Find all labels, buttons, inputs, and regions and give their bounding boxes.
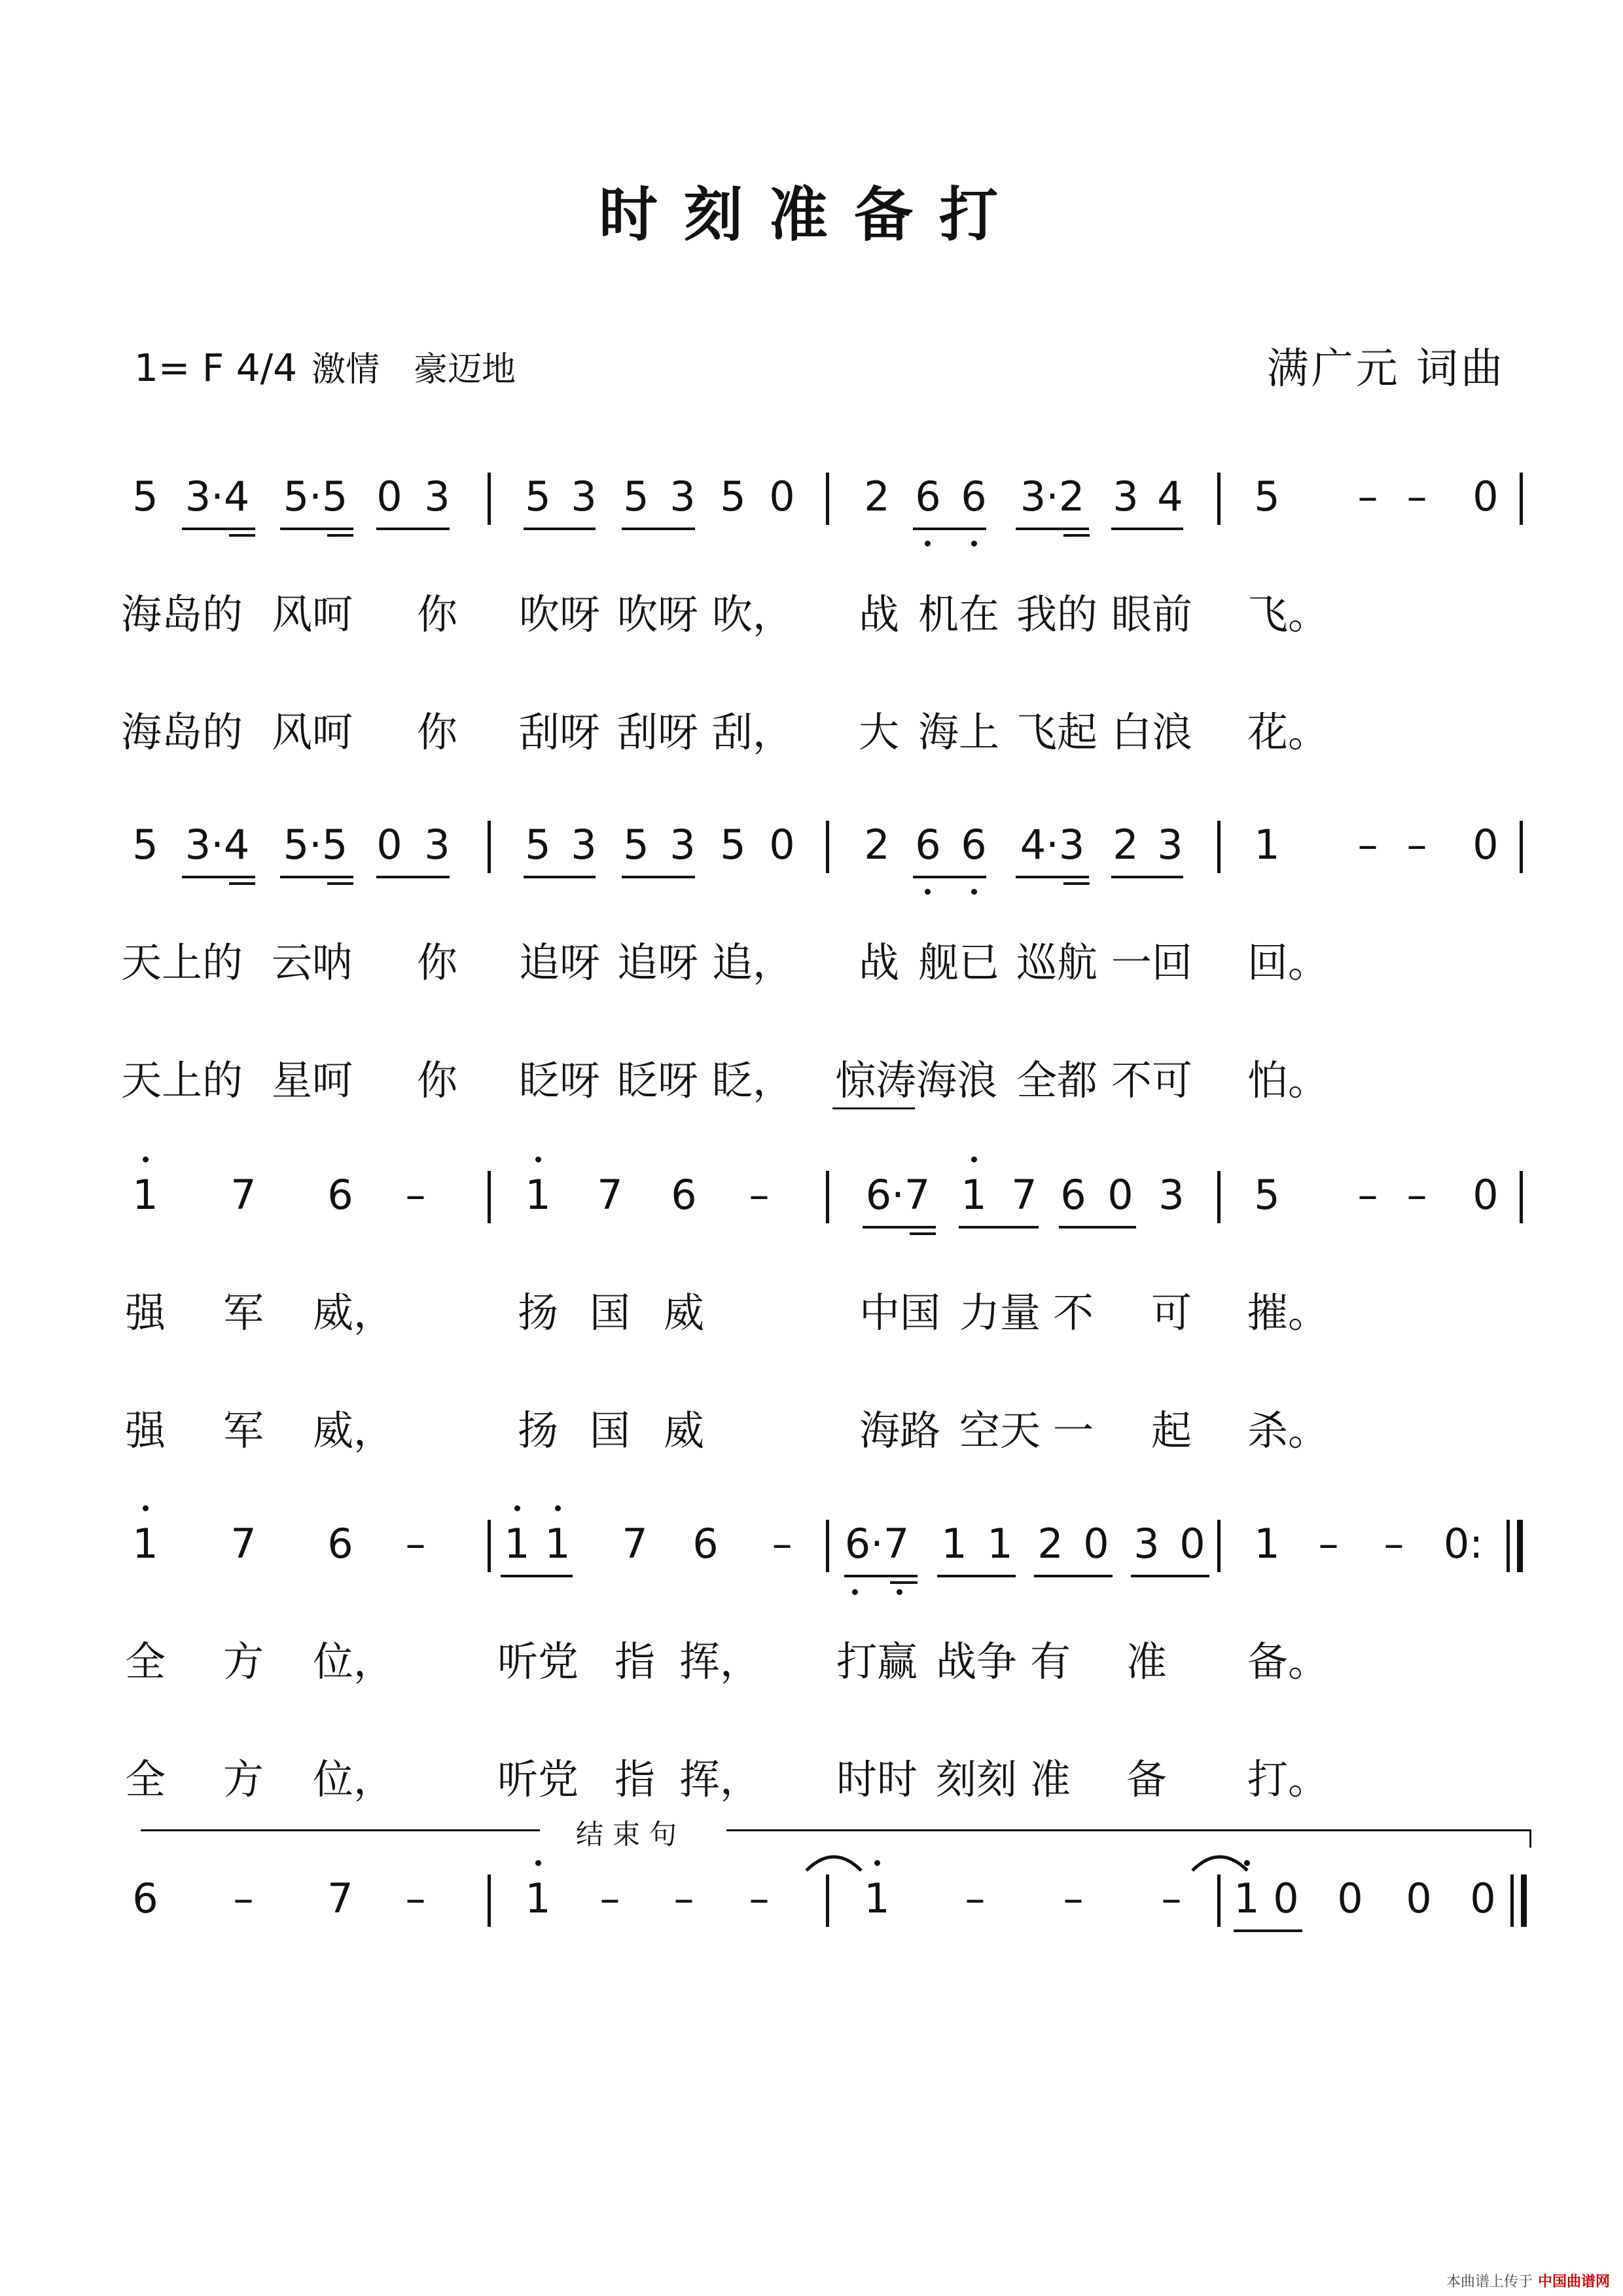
high-octave-dot xyxy=(874,1860,880,1866)
note: 1 xyxy=(525,1874,551,1922)
note: 1 xyxy=(525,1171,551,1219)
lyric: 舰已 xyxy=(918,939,1000,986)
lyric: 中国 xyxy=(859,1289,941,1336)
note: – xyxy=(1357,473,1378,520)
lyric-underline xyxy=(832,1107,915,1109)
lyric: 挥， xyxy=(679,1755,761,1803)
lyric: 眨呀 xyxy=(616,1056,699,1104)
note: 6 xyxy=(327,1171,353,1219)
lyric: 白浪 xyxy=(1111,708,1193,756)
underline xyxy=(182,876,255,878)
note: 1 xyxy=(1254,1520,1280,1568)
lyric: 位， xyxy=(312,1638,395,1685)
barline xyxy=(1217,821,1221,873)
site-logo: 中国曲谱网 xyxy=(1537,2274,1610,2290)
lyric: 眼前 xyxy=(1111,590,1193,638)
lyric: 我的 xyxy=(1016,590,1098,638)
note: 2 xyxy=(1037,1520,1063,1568)
underline xyxy=(1016,528,1089,530)
underline xyxy=(1234,1929,1302,1932)
high-octave-dot xyxy=(535,1157,541,1162)
lyric: 海路 xyxy=(859,1407,941,1454)
barline xyxy=(826,821,829,873)
lyric: 扬 xyxy=(517,1289,559,1336)
notation-line-5 xyxy=(0,1874,1623,1957)
lyric: 方 xyxy=(223,1638,264,1685)
lyric: 星呵 xyxy=(271,1056,353,1104)
note: – xyxy=(405,1171,426,1219)
note: 5 xyxy=(720,473,746,520)
lyric: 风呵 xyxy=(271,708,353,756)
underline xyxy=(280,876,353,878)
note: 1 xyxy=(544,1520,571,1568)
note: – xyxy=(1161,1874,1182,1922)
lyric: 刮， xyxy=(711,708,794,756)
note: 5·5 xyxy=(283,473,348,520)
key-text: 1= F 4/4 xyxy=(134,346,298,390)
barline xyxy=(826,473,829,525)
song-title: 时刻准备打 xyxy=(599,181,1024,249)
note: 3 xyxy=(1158,1171,1185,1219)
note: 7 xyxy=(230,1520,257,1568)
barline xyxy=(1520,473,1523,525)
lyric: 有 xyxy=(1029,1638,1071,1685)
high-octave-dot xyxy=(535,1860,541,1866)
lyric: 全 xyxy=(124,1638,166,1685)
note: 0 xyxy=(376,473,402,520)
lyric: 空天 xyxy=(959,1407,1041,1454)
lyrics-line-4a xyxy=(0,1638,1623,1720)
note: – xyxy=(965,1874,986,1922)
note: 3 xyxy=(1157,821,1183,869)
lyric: 怕。 xyxy=(1247,1056,1329,1104)
note: 1 xyxy=(132,1520,158,1568)
note: – xyxy=(599,1874,620,1922)
lyric: 打赢 xyxy=(836,1638,918,1685)
high-octave-dot xyxy=(143,1505,149,1511)
low-octave-dot xyxy=(852,1589,858,1595)
note: 4·3 xyxy=(1020,821,1085,869)
tempo-marking: 激情 豪迈地 xyxy=(312,350,516,389)
note: 7 xyxy=(230,1171,257,1219)
note: 3·2 xyxy=(1020,473,1085,520)
note: 6 xyxy=(961,821,987,869)
high-octave-dot xyxy=(514,1505,520,1511)
barline xyxy=(488,1520,491,1572)
lyric: 挥， xyxy=(679,1638,761,1685)
note: – xyxy=(1357,1171,1378,1219)
lyric: 强 xyxy=(124,1289,166,1336)
underline xyxy=(376,876,450,878)
note: 6 xyxy=(961,473,987,520)
lyric: 可 xyxy=(1150,1289,1192,1336)
lyric: 准 xyxy=(1126,1638,1168,1685)
lyric: 位， xyxy=(312,1755,395,1803)
note: 7 xyxy=(1011,1171,1037,1219)
note: 0 xyxy=(1472,821,1499,869)
barline xyxy=(826,1520,829,1572)
lyric: 指 xyxy=(614,1755,656,1803)
barline xyxy=(1510,1874,1514,1927)
lyric: 威 xyxy=(663,1407,705,1454)
lyrics-line-2a xyxy=(0,939,1623,1021)
ending-bracket-line xyxy=(726,1829,1531,1831)
note: 0 xyxy=(1273,1874,1299,1922)
ending-label: 结束句 xyxy=(576,1818,687,1850)
underline xyxy=(622,528,695,530)
underline xyxy=(844,1575,918,1577)
lyric: 巡航 xyxy=(1016,939,1098,986)
note: 0 xyxy=(1406,1874,1432,1922)
note: 5 xyxy=(525,821,551,869)
note: 6 xyxy=(1060,1171,1086,1219)
lyric: 眨， xyxy=(711,1056,794,1104)
note: 5 xyxy=(623,821,649,869)
high-octave-dot xyxy=(555,1505,561,1511)
note: 0 xyxy=(769,821,795,869)
note: – xyxy=(749,1874,770,1922)
lyric: 天上的 xyxy=(120,1056,243,1104)
note: 3·4 xyxy=(185,473,250,520)
lyric: 海岛的 xyxy=(120,590,243,638)
lyric: 军 xyxy=(223,1407,264,1454)
lyric: 国 xyxy=(589,1289,631,1336)
note: 3 xyxy=(669,473,696,520)
note: 7 xyxy=(327,1874,353,1922)
lyric: 打。 xyxy=(1247,1755,1329,1803)
lyrics-line-1a xyxy=(0,590,1623,673)
barline xyxy=(826,1171,829,1223)
note: 3 xyxy=(571,473,597,520)
note: 5 xyxy=(1254,473,1280,520)
lyric: 一回 xyxy=(1111,939,1193,986)
lyric: 全 xyxy=(124,1755,166,1803)
lyric: 花。 xyxy=(1247,708,1329,756)
barline xyxy=(1217,473,1221,525)
note: 1 xyxy=(941,1520,967,1568)
lyric: 听党 xyxy=(497,1755,579,1803)
lyric: 强 xyxy=(124,1407,166,1454)
lyric: 杀。 xyxy=(1247,1407,1329,1454)
note: 7 xyxy=(597,1171,623,1219)
underline xyxy=(229,534,255,537)
lyric: 飞。 xyxy=(1247,590,1329,638)
barline xyxy=(1520,821,1523,873)
lyric: 飞起 xyxy=(1016,708,1098,756)
note: 0 xyxy=(769,473,795,520)
lyric: 天上的 xyxy=(120,939,243,986)
lyric: 备。 xyxy=(1247,1638,1329,1685)
lyrics-line-3a xyxy=(0,1289,1623,1371)
barline xyxy=(1217,1874,1221,1927)
note: 0 xyxy=(1470,1874,1496,1922)
note: 2 xyxy=(864,821,890,869)
note: 6 xyxy=(132,1874,158,1922)
note: 3 xyxy=(1113,473,1139,520)
note: 5 xyxy=(623,473,649,520)
underline xyxy=(524,528,596,530)
lyrics-line-2b xyxy=(0,1056,1623,1139)
note: 2 xyxy=(864,473,890,520)
lyric: 指 xyxy=(614,1638,656,1685)
note: 6 xyxy=(915,473,941,520)
note: 5 xyxy=(132,821,158,869)
underline xyxy=(1131,1575,1209,1577)
lyrics-line-1b xyxy=(0,708,1623,791)
barline xyxy=(488,1171,491,1223)
lyric: 军 xyxy=(223,1289,264,1336)
underline xyxy=(182,528,255,530)
note: 0 xyxy=(1083,1520,1109,1568)
ending-bracket-line xyxy=(141,1829,540,1831)
note: 3·4 xyxy=(185,821,250,869)
note: 1 xyxy=(961,1171,987,1219)
note: 5 xyxy=(720,821,746,869)
barline xyxy=(488,1874,491,1927)
note: 1 xyxy=(1254,821,1280,869)
lyrics-line-4b xyxy=(0,1755,1623,1838)
note: – xyxy=(1063,1874,1084,1922)
final-barline xyxy=(1521,1874,1527,1927)
notation-line-4 xyxy=(0,1520,1623,1602)
lyric: 听党 xyxy=(497,1638,579,1685)
note: 1 xyxy=(987,1520,1013,1568)
note: – xyxy=(1357,821,1378,869)
note: 5 xyxy=(525,473,551,520)
underline xyxy=(524,876,596,878)
note: 1 xyxy=(504,1520,530,1568)
lyric: 你 xyxy=(416,1056,458,1104)
note: 1 xyxy=(132,1171,158,1219)
lyric: 惊涛海浪 xyxy=(834,1056,998,1104)
note: – xyxy=(1406,473,1427,520)
note: – xyxy=(405,1520,426,1568)
lyric: 摧。 xyxy=(1247,1289,1329,1336)
lyric: 吹呀 xyxy=(518,590,601,638)
lyric: 时时 xyxy=(836,1755,918,1803)
composer-credit: 满广元 词曲 xyxy=(1266,345,1505,393)
note: – xyxy=(1383,1520,1404,1568)
note: 3 xyxy=(424,821,450,869)
underline xyxy=(327,882,353,885)
lyric: 刮呀 xyxy=(616,708,699,756)
note: 1 xyxy=(1234,1874,1260,1922)
note: 0 xyxy=(1179,1520,1205,1568)
note: 0 xyxy=(1337,1874,1363,1922)
lyric: 方 xyxy=(223,1755,264,1803)
note: 3 xyxy=(571,821,597,869)
lyric: 不 xyxy=(1052,1289,1094,1336)
lyric: 追呀 xyxy=(616,939,699,986)
note: 3 xyxy=(669,821,696,869)
ending-bracket-end xyxy=(1529,1829,1531,1848)
lyric: 不可 xyxy=(1111,1056,1193,1104)
high-octave-dot xyxy=(971,1157,977,1162)
underline xyxy=(937,1575,1016,1577)
note: – xyxy=(405,1874,426,1922)
underline xyxy=(376,528,450,530)
notation-line-3 xyxy=(0,1171,1623,1253)
tie-arc xyxy=(804,1847,864,1873)
note: – xyxy=(749,1171,770,1219)
lyric: 云呐 xyxy=(271,939,353,986)
note: 6·7 xyxy=(844,1520,910,1568)
lyric: 刻刻 xyxy=(935,1755,1018,1803)
lyric: 备 xyxy=(1126,1755,1168,1803)
underline xyxy=(1063,882,1090,885)
note: 5·5 xyxy=(283,821,348,869)
underline xyxy=(863,1226,936,1229)
underline xyxy=(1016,876,1089,878)
note: 5 xyxy=(132,473,158,520)
lyric: 你 xyxy=(416,939,458,986)
low-octave-dot xyxy=(925,889,931,895)
barline xyxy=(826,1874,829,1927)
repeat-end-barline xyxy=(1517,1520,1523,1572)
lyric: 海岛的 xyxy=(120,708,243,756)
key-signature xyxy=(134,342,516,391)
underline xyxy=(913,528,986,530)
lyric: 回。 xyxy=(1247,939,1329,986)
underline xyxy=(959,1226,1039,1229)
notation-line-1 xyxy=(0,473,1623,555)
barline xyxy=(488,821,491,873)
underline xyxy=(1111,528,1183,530)
lyric: 威， xyxy=(312,1289,395,1336)
underline xyxy=(1063,534,1090,537)
underline xyxy=(229,882,255,885)
lyric: 力量 xyxy=(959,1289,1041,1336)
underline xyxy=(910,1232,936,1235)
lyric: 吹， xyxy=(711,590,794,638)
lyric: 海上 xyxy=(918,708,1000,756)
note: 0: xyxy=(1443,1520,1484,1568)
note: – xyxy=(772,1520,793,1568)
lyric: 机在 xyxy=(918,590,1000,638)
notation-line-2 xyxy=(0,821,1623,903)
underline xyxy=(501,1575,573,1577)
barline xyxy=(1217,1520,1221,1572)
lyric: 一 xyxy=(1052,1407,1094,1454)
note: 0 xyxy=(1472,473,1499,520)
lyric: 你 xyxy=(416,590,458,638)
note: 1 xyxy=(864,1874,890,1922)
lyric: 战争 xyxy=(935,1638,1018,1685)
note: 7 xyxy=(622,1520,648,1568)
lyric: 起 xyxy=(1150,1407,1192,1454)
note: 6 xyxy=(692,1520,719,1568)
footer-text: 本曲谱上传于 xyxy=(1446,2274,1533,2290)
underline xyxy=(1111,876,1183,878)
lyric: 战 xyxy=(858,939,900,986)
note: – xyxy=(233,1874,254,1922)
lyric: 吹呀 xyxy=(616,590,699,638)
tie-arc xyxy=(1190,1847,1250,1873)
lyric: 你 xyxy=(416,708,458,756)
underline xyxy=(622,876,695,878)
high-octave-dot xyxy=(143,1157,149,1162)
barline xyxy=(488,473,491,525)
lyric: 扬 xyxy=(517,1407,559,1454)
lyric: 威 xyxy=(663,1289,705,1336)
lyric: 眨呀 xyxy=(518,1056,601,1104)
lyric: 追呀 xyxy=(518,939,601,986)
note: 6 xyxy=(327,1520,353,1568)
underline xyxy=(890,1581,918,1584)
note: 3 xyxy=(424,473,450,520)
underline xyxy=(280,528,353,530)
note: – xyxy=(673,1874,694,1922)
note: 0 xyxy=(1472,1171,1499,1219)
note: 6·7 xyxy=(865,1171,931,1219)
barline xyxy=(1507,1520,1510,1572)
lyric: 追， xyxy=(711,939,794,986)
lyric: 大 xyxy=(858,708,900,756)
low-octave-dot xyxy=(971,541,977,547)
note: 5 xyxy=(1254,1171,1280,1219)
barline xyxy=(1520,1171,1523,1223)
note: – xyxy=(1406,821,1427,869)
low-octave-dot xyxy=(971,889,977,895)
note: 4 xyxy=(1157,473,1183,520)
lyric: 威， xyxy=(312,1407,395,1454)
lyric: 国 xyxy=(589,1407,631,1454)
underline xyxy=(1034,1575,1113,1577)
footer-credit xyxy=(1446,2270,1610,2291)
note: 0 xyxy=(376,821,402,869)
underline xyxy=(327,534,353,537)
low-octave-dot xyxy=(925,541,931,547)
note: 2 xyxy=(1113,821,1139,869)
lyrics-line-3b xyxy=(0,1407,1623,1489)
lyric: 准 xyxy=(1029,1755,1071,1803)
note: 3 xyxy=(1133,1520,1160,1568)
lyric: 刮呀 xyxy=(518,708,601,756)
lyric: 全都 xyxy=(1016,1056,1098,1104)
note: – xyxy=(1406,1171,1427,1219)
underline xyxy=(1059,1226,1136,1229)
lyric: 风呵 xyxy=(271,590,353,638)
note: 0 xyxy=(1107,1171,1133,1219)
note: – xyxy=(1318,1520,1339,1568)
low-octave-dot xyxy=(897,1589,902,1595)
underline xyxy=(913,876,986,878)
barline xyxy=(1217,1171,1221,1223)
lyric: 战 xyxy=(858,590,900,638)
note: 6 xyxy=(671,1171,697,1219)
note: 6 xyxy=(915,821,941,869)
